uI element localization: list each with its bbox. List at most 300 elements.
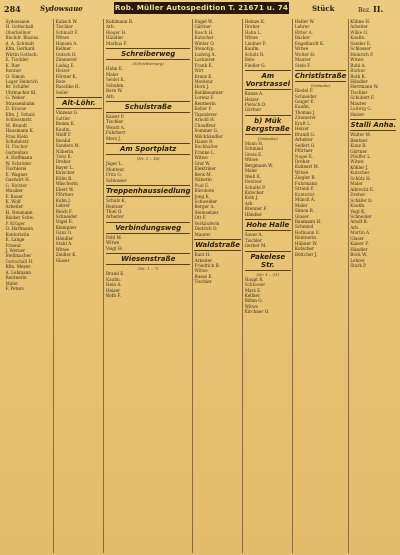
resident-entry: Hahn E. — [105, 66, 124, 72]
resident-entry: Kaufm. — [55, 126, 71, 132]
resident-entry: Heinze K. — [244, 19, 266, 24]
resident-entry: M. Brandt — [5, 122, 28, 128]
resident-entry: Straub F. — [294, 186, 315, 192]
resident-entry: Fritz G. — [105, 172, 122, 178]
street-heading: Waldstraße — [195, 241, 240, 250]
resident-entry: Tischler — [244, 237, 262, 243]
resident-entry: Riedel P. — [294, 88, 314, 94]
resident-entry: Wolter H. — [294, 51, 316, 57]
resident-entry: Kaufm. — [350, 203, 366, 209]
directory-column — [53, 19, 103, 553]
resident-entry: Friseur — [5, 242, 22, 248]
resident-entry: Kutscher — [244, 189, 264, 195]
street-heading: Schulstraße — [106, 101, 191, 113]
resident-entry: d. A. Schmidt — [5, 40, 35, 46]
resident-entry: Gärtner — [194, 24, 212, 30]
resident-entry: Chauffeur — [194, 122, 216, 128]
resident-entry: Gartenbau — [5, 149, 29, 155]
street-heading: Wiesenstraße — [106, 253, 191, 265]
resident-entry: Schneider — [294, 93, 317, 99]
resident-entry: H. Fischer — [5, 144, 28, 150]
resident-entry: Kühne H. — [350, 19, 371, 24]
resident-entry: Lorenz F. — [194, 95, 215, 101]
resident-entry: Pohl M. — [105, 234, 123, 240]
street-heading: Alt-Löhr. — [56, 97, 102, 109]
resident-entry: Rentnerin — [294, 235, 317, 241]
resident-entry: Händler — [105, 35, 124, 41]
resident-entry: Arbeiter — [350, 24, 368, 30]
resident-entry: Vinzenz G. — [55, 110, 79, 116]
street-heading: Pakelese Str. — [245, 251, 291, 271]
resident-entry: Rentier — [5, 68, 22, 74]
resident-entry: Beck M. — [194, 171, 212, 177]
resident-entry: G. Richter — [5, 182, 28, 188]
resident-entry: Buchdr. Blasius — [5, 35, 39, 41]
resident-entry: Kaufm. — [244, 46, 260, 52]
resident-entry: Hofmann E. — [294, 229, 321, 235]
resident-entry: F. Bauer — [5, 193, 24, 199]
resident-entry: Heizer — [55, 68, 70, 74]
resident-entry: Brenner F. — [244, 206, 268, 212]
resident-entry: Witwe — [350, 57, 364, 63]
resident-entry: Maler — [105, 71, 119, 77]
resident-entry: Buchhalter — [194, 144, 218, 150]
resident-entry: Schlosser — [350, 46, 371, 52]
resident-entry: Vogel E. — [55, 219, 74, 225]
resident-entry: Pietsch O. — [244, 101, 267, 107]
resident-entry: P. Krüger — [5, 220, 26, 226]
resident-entry: Kaufm. — [350, 35, 366, 41]
resident-entry: Arbeiter — [5, 204, 24, 210]
resident-entry: Wäscherin — [55, 181, 78, 187]
resident-entry: Kaiser F. — [350, 241, 369, 247]
resident-entry: Arb. — [105, 24, 115, 30]
resident-entry: Horn J. — [194, 84, 210, 90]
resident-entry: Bergmann W. — [244, 162, 274, 168]
resident-entry: Kolb J. — [244, 195, 259, 201]
resident-entry: Dreher — [350, 192, 366, 198]
resident-entry: Frau Klein — [5, 133, 28, 139]
resident-entry: Milchhändler — [194, 133, 223, 139]
resident-entry: E. Tischler — [5, 57, 29, 63]
resident-entry: Schmidt F. — [55, 29, 79, 35]
resident-entry: Reich F. — [55, 208, 73, 214]
resident-entry: Hansen A. — [55, 40, 78, 46]
resident-entry: Brand E. — [105, 271, 125, 277]
resident-entry: Busch H. — [194, 29, 214, 35]
resident-entry: Jäger L. — [105, 161, 123, 167]
resident-entry: Stahl A. — [55, 241, 73, 247]
resident-entry: Paul E. — [194, 182, 210, 188]
resident-entry: Haupt R. — [244, 276, 264, 282]
resident-entry: Herrmann W. — [350, 84, 379, 90]
resident-entry: Heizer — [350, 111, 365, 117]
resident-entry: Haase R. — [194, 138, 214, 144]
resident-entry: Bankbeamter — [194, 89, 224, 95]
resident-entry: Kuhnert M. — [294, 164, 320, 170]
resident-entry: Liebig E. — [55, 62, 75, 68]
resident-entry: Seifert O. — [294, 142, 316, 148]
resident-entry: Wirtin Gottsch. — [5, 51, 38, 57]
street-subheading: (Ostseite) — [310, 83, 331, 89]
resident-entry: Sander E. — [350, 40, 372, 46]
resident-entry: Gutsch O. — [55, 51, 77, 57]
resident-entry: Fuhrherr — [105, 130, 126, 136]
resident-entry: Witwe — [105, 240, 120, 246]
resident-entry: Jung K. — [194, 193, 211, 199]
resident-entry: Rentnerin — [5, 275, 27, 281]
resident-entry: Witwe — [55, 246, 70, 252]
street-heading: Hohe Halle — [246, 221, 290, 230]
resident-entry: Kontorist — [294, 191, 315, 197]
resident-entry: Sauer A. — [244, 232, 263, 238]
resident-entry: Heller W. — [294, 19, 315, 24]
resident-entry: O. Hartmann — [5, 226, 34, 232]
resident-entry: Böttcher J. — [294, 251, 318, 257]
resident-entry: Lindner F. — [244, 40, 267, 46]
resident-entry: Albrecht E. — [350, 186, 375, 192]
resident-entry: Schuhm. — [105, 82, 125, 88]
resident-entry: Maler — [244, 168, 258, 174]
resident-entry: W. Schröder — [5, 160, 32, 166]
resident-entry: Bayer L. — [55, 164, 74, 170]
resident-entry: Roth K. — [350, 73, 367, 79]
resident-entry: Dreher — [55, 159, 71, 165]
resident-entry: Witwe — [244, 35, 259, 41]
resident-entry: Schlosser — [105, 177, 127, 183]
resident-entry: Klempner — [55, 224, 77, 230]
resident-entry: Engelhardt K. — [294, 40, 325, 46]
street-subheading: (Schreiberweg) — [132, 61, 164, 67]
resident-entry: Schäfer O. — [350, 197, 373, 203]
directory-column — [348, 19, 398, 553]
street-heading: Am Vorstrassel — [245, 72, 290, 89]
resident-entry: Glaser — [350, 235, 365, 241]
resident-entry: Simon R. — [294, 208, 315, 214]
resident-entry: Kutscher — [55, 170, 75, 176]
resident-entry: Weiß K. — [244, 173, 262, 179]
resident-entry: Ebert W. — [55, 186, 74, 192]
resident-entry: Raschke H. — [55, 84, 80, 90]
street-heading: Am Sportplatz — [106, 143, 191, 155]
resident-entry: Hein A. — [105, 282, 122, 288]
resident-entry: Lager Heinrich — [5, 78, 38, 84]
resident-entry: K. Wolf — [5, 198, 21, 204]
resident-entry: Franke L. — [194, 149, 216, 155]
street-heading: Verbindungsweg — [106, 222, 191, 234]
directory-columns — [4, 19, 398, 553]
resident-entry: Arbeiter — [294, 137, 313, 143]
resident-entry: Arb. — [350, 224, 360, 230]
resident-entry: Rentnerin — [194, 100, 216, 106]
resident-entry: Brandl G. — [294, 131, 316, 137]
resident-entry: Hausmann K. — [5, 128, 35, 134]
resident-entry: Br. Schäfer — [5, 84, 30, 90]
street-heading: Stalli Anha. — [350, 121, 397, 130]
resident-entry: Wolff P. — [55, 132, 72, 138]
resident-entry: Strassenbahn — [5, 100, 35, 106]
resident-entry: Kellner — [244, 292, 261, 298]
resident-entry: Fuhrmann — [294, 180, 318, 186]
resident-entry: Köhler J. — [350, 164, 369, 170]
resident-entry: E. Wagner — [5, 171, 28, 177]
page-number: 284 — [4, 4, 21, 14]
resident-entry: Heinrich P. — [350, 51, 374, 57]
resident-entry: D. Krause — [5, 106, 27, 112]
resident-entry: Münch A. — [294, 197, 316, 203]
resident-entry: Kraft L. — [294, 120, 312, 126]
resident-entry: Bäcker — [294, 35, 310, 41]
resident-entry: Voigt H. — [105, 245, 124, 251]
resident-entry: J. Werner — [5, 248, 26, 254]
resident-entry: Förster K. — [55, 73, 78, 79]
resident-entry: Tischlerei — [5, 166, 27, 172]
resident-entry: Berger A. — [194, 204, 215, 210]
resident-entry: Ruhl A. — [350, 62, 366, 68]
resident-entry: Verkäuferin — [194, 220, 220, 226]
resident-entry: Tischler — [350, 89, 368, 95]
resident-entry: Tischler — [105, 119, 124, 125]
resident-entry: Stein F. — [294, 62, 311, 68]
advertisement-banner: Rob. Müller Autospedition T. 21671 u. 74 — [114, 3, 289, 12]
resident-entry: Kutscher — [194, 35, 214, 41]
resident-entry: Ritter A. — [294, 29, 313, 35]
resident-entry: Thiel O. — [105, 208, 123, 214]
resident-entry: Witwe — [294, 46, 309, 52]
resident-entry: Bock W. — [350, 252, 367, 258]
resident-entry: Gerber M. — [244, 243, 267, 249]
resident-entry: Schweißer — [194, 198, 218, 204]
resident-entry: Kraus E. — [194, 73, 213, 79]
resident-entry: A. Lehmann — [5, 269, 32, 275]
resident-entry: Bürobote — [194, 188, 215, 194]
resident-entry: Kirchner O. — [244, 309, 270, 315]
resident-entry: Näherin — [55, 148, 74, 154]
resident-entry: O. Simon — [5, 73, 25, 79]
resident-entry: Rieger H. — [105, 29, 127, 35]
resident-entry: Ludwig G. — [350, 106, 372, 112]
resident-entry: Witwe — [294, 169, 309, 175]
resident-entry: H. Neumann — [5, 209, 33, 215]
resident-entry: Kunz R. — [350, 143, 367, 149]
resident-entry: Steinsetzer — [194, 209, 219, 215]
resident-entry: Graf W. — [194, 160, 211, 166]
resident-entry: K. Bier — [5, 62, 21, 68]
resident-entry: Sommer G. — [194, 128, 219, 134]
street-heading: Schreiberweg — [106, 48, 191, 60]
resident-entry: Ludwig A. — [194, 51, 216, 57]
resident-entry: Schlosser — [244, 282, 266, 288]
directory-column — [242, 19, 292, 553]
resident-entry: Nagel K. — [294, 153, 314, 159]
resident-entry: Ganz O. — [55, 230, 73, 236]
resident-entry: Bäcker — [350, 68, 366, 74]
resident-entry: Dreher — [294, 158, 310, 164]
resident-entry: Seidel K. — [105, 77, 125, 83]
resident-entry: Arb. — [105, 93, 115, 99]
resident-entry: Witwe — [244, 303, 259, 309]
resident-entry: Kontoristin — [5, 231, 30, 237]
resident-entry: Elektriker — [194, 166, 216, 172]
resident-entry: Keller P. — [194, 106, 212, 112]
street-subheading: (Nr. 1 – 16) — [136, 156, 160, 162]
resident-entry: Musiker — [5, 188, 23, 194]
resident-entry: Händler — [350, 246, 368, 252]
resident-entry: Monteur — [194, 78, 213, 84]
running-head: Sydowsaue — [40, 4, 83, 13]
resident-entry: Witwe — [194, 268, 208, 274]
resident-entry: Tischler — [194, 279, 212, 285]
resident-entry: Gottschall H. — [5, 258, 34, 264]
resident-entry: Rentner — [105, 203, 124, 209]
resident-entry: Walter M. — [350, 132, 372, 138]
resident-entry: Wilke O. — [350, 29, 369, 35]
resident-entry: Schuhmstr. — [5, 138, 30, 144]
resident-entry: Tischler — [55, 24, 73, 30]
resident-entry: Näherin — [194, 177, 212, 183]
resident-entry: Uhrmacher Kl. — [5, 89, 37, 95]
resident-entry: Witwe — [194, 155, 208, 161]
street-heading: b) Mük Bergstraße — [245, 116, 290, 133]
resident-entry: Heizer — [244, 96, 259, 102]
resident-entry: Kellner — [55, 46, 72, 52]
resident-entry: Glaser — [294, 213, 309, 219]
street-subheading: (Nr. 1 – 31) — [256, 271, 280, 277]
resident-entry: Roth F. — [105, 293, 121, 299]
resident-entry: Maler — [294, 202, 308, 208]
resident-entry: Schulz K. — [105, 198, 126, 204]
resident-entry: Engel W. — [194, 19, 213, 24]
resident-entry: F. Peters — [5, 286, 24, 292]
resident-entry: Maler — [5, 280, 19, 286]
resident-entry: Frank K. — [194, 62, 213, 68]
resident-entry: Gastwirt H. — [5, 177, 31, 183]
resident-entry: Friedrich B. — [194, 263, 220, 269]
resident-entry: Scholz R. — [244, 51, 265, 57]
resident-entry: Thomas J. — [294, 109, 316, 115]
resident-entry: Händler — [244, 211, 263, 217]
resident-entry: Witwe — [350, 159, 364, 165]
resident-entry: Schütz H. — [350, 175, 372, 181]
resident-entry: Sydowsaue — [5, 19, 30, 24]
resident-entry: Kühn B. — [55, 175, 73, 181]
resident-entry: Martin A. — [350, 230, 371, 236]
resident-entry: H. Gottschall — [5, 24, 34, 30]
resident-entry: Arb. — [244, 200, 254, 206]
street-heading: Treppenhaussiedlung — [105, 187, 191, 196]
resident-entry: Maurer — [294, 57, 311, 63]
resident-entry: Vogt K. — [350, 208, 366, 214]
resident-entry: Zeidler K. — [55, 252, 77, 258]
resident-entry: Maurer — [350, 100, 367, 106]
resident-entry: Lackierer — [194, 57, 215, 63]
resident-entry: Dietrich O. — [194, 226, 218, 232]
resident-entry: Baumann H. — [294, 218, 322, 224]
resident-entry: Marx E. — [244, 287, 262, 293]
resident-entry: Glaser — [55, 257, 70, 263]
resident-entry: Schmied — [294, 224, 314, 230]
resident-entry: Kuhlmann R. — [105, 19, 134, 24]
resident-entry: Busse E. — [194, 273, 213, 279]
resident-entry: Böhm G. — [244, 298, 263, 304]
resident-entry: Pförtner — [294, 148, 313, 154]
resident-entry: Maler — [350, 181, 363, 187]
resident-entry: Kurz H. — [194, 252, 211, 258]
resident-entry: Mann H. — [244, 140, 264, 146]
resident-entry: Heizer — [105, 287, 121, 293]
resident-entry: Bote — [244, 57, 255, 63]
directory-column — [192, 19, 242, 553]
resident-entry: Lehrer — [350, 257, 365, 263]
resident-entry: Wirt — [194, 68, 204, 74]
resident-entry: Arnold H. — [194, 117, 216, 123]
resident-entry: E. Lange — [5, 237, 25, 243]
resident-entry: Lehrer — [294, 24, 310, 30]
district-number: II. — [372, 4, 384, 14]
resident-entry: Bomm K. — [55, 121, 76, 127]
place-label: Stück — [312, 4, 335, 13]
resident-entry: Stark P. — [350, 263, 367, 269]
resident-entry: Ott F. — [194, 215, 207, 221]
street-heading: Christlstraße — [294, 72, 347, 81]
resident-entry: Schneider — [55, 213, 78, 219]
resident-entry: Arbeiter — [105, 214, 124, 220]
resident-entry: Hahn L. — [244, 29, 262, 35]
resident-entry: Arbeiter — [194, 257, 213, 263]
street-subheading: (Nr. 1 – 7) — [138, 266, 159, 272]
resident-entry: Oberkellner — [5, 29, 31, 35]
resident-entry: Born W. — [105, 88, 123, 94]
resident-entry: Winter O. — [194, 40, 215, 46]
resident-entry: Stellmacher — [5, 253, 32, 259]
resident-entry: Markus F. — [105, 40, 128, 46]
resident-entry: Kfm. Gerhard — [5, 46, 35, 52]
resident-entry: Dreher — [244, 24, 260, 30]
resident-entry: Tietz R. — [55, 153, 73, 159]
resident-entry: Rentner — [244, 179, 262, 185]
resident-entry: Lehrer — [55, 203, 71, 209]
resident-entry: Gärtner — [350, 148, 367, 154]
resident-entry: Kaiser P. — [105, 113, 125, 119]
resident-entry: Hübner W. — [294, 240, 318, 246]
page-header — [0, 0, 400, 18]
resident-entry: Händler — [55, 235, 74, 241]
resident-entry: Rentner — [350, 137, 368, 143]
resident-entry: A. Hoffmann — [5, 155, 33, 161]
resident-entry: Kuhn J. — [55, 197, 71, 203]
directory-column — [103, 19, 192, 553]
resident-entry: Maurer — [194, 231, 211, 237]
district-label — [358, 4, 383, 14]
resident-entry: Kaufm. — [294, 104, 311, 110]
directory-column — [292, 19, 347, 553]
directory-column — [4, 19, 53, 553]
resident-entry: Seiler — [55, 89, 69, 95]
resident-entry: Sattler — [55, 115, 71, 121]
resident-entry: Kfm. Meyer — [5, 264, 31, 270]
resident-entry: Schubert F. — [350, 95, 375, 101]
resident-entry: Arndt B. — [350, 219, 369, 225]
resident-entry: Kalisch W. — [55, 19, 78, 24]
resident-entry: Stenotyp. — [194, 46, 215, 52]
resident-entry: Wendt A. — [105, 124, 126, 130]
resident-entry: Pfeiffer L. — [350, 153, 372, 159]
resident-entry: Pförtner — [55, 192, 74, 198]
resident-entry: Kutscher — [350, 170, 370, 176]
resident-entry: Kfm. J. Schulz — [5, 111, 35, 117]
resident-entry: Tapezierer — [194, 111, 218, 117]
resident-entry: Heizer — [294, 126, 310, 132]
